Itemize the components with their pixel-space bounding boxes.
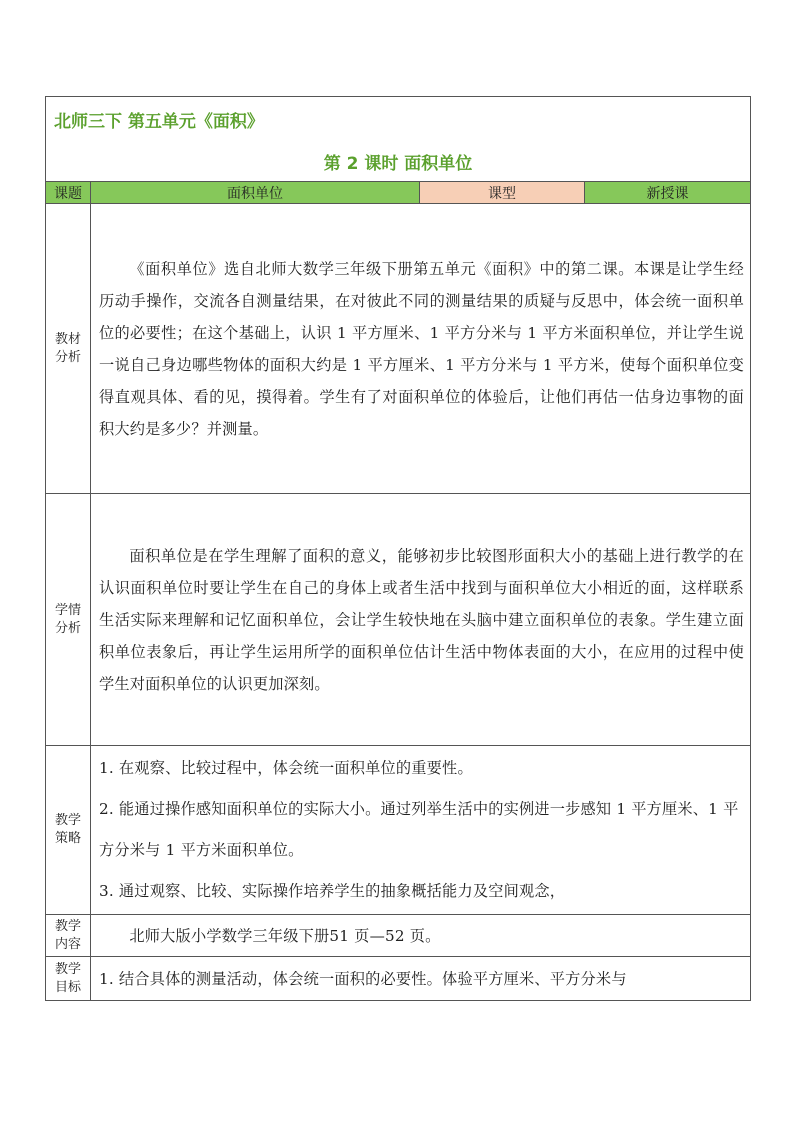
label-line: 教学 (54, 918, 81, 934)
student-analysis-content (91, 494, 751, 746)
teaching-content-text: 北师大版小学数学三年级下册51 页—52 页。 (129, 926, 441, 945)
teaching-content-row (46, 915, 751, 957)
topic-label: 课题 (46, 182, 91, 204)
lesson-title: 第 2 课时 面积单位 (46, 142, 751, 182)
teaching-goals-label (46, 957, 91, 1001)
label-line: 教学 (54, 961, 81, 977)
teaching-content-content (91, 915, 751, 957)
textbook-analysis-label (46, 204, 91, 494)
strategy-item-2: 2. 能通过操作感知面积单位的实际大小。通过列举生活中的实例进一步感知 1 平方厘米、1 平方分米与 1 平方米面积单位。 (99, 800, 739, 859)
textbook-analysis-content (91, 204, 751, 494)
student-analysis-label (46, 494, 91, 746)
teaching-content-label (46, 915, 91, 957)
label-line: 教材 (54, 331, 81, 347)
document-title: 北师三下 第五单元《面积》 (46, 97, 751, 142)
topic-value: 面积单位 (91, 182, 420, 204)
label-line: 内容 (54, 936, 81, 952)
teaching-goals-content (91, 957, 751, 1001)
label-line: 分析 (54, 620, 81, 636)
teaching-goals-text: 1. 结合具体的测量活动，体会统一面积的必要性。体验平方厘米、平方分米与 (99, 969, 627, 988)
type-value: 新授课 (585, 182, 751, 204)
teaching-strategy-label (46, 746, 91, 915)
strategy-item-1: 1. 在观察、比较过程中，体会统一面积单位的重要性。 (99, 759, 473, 777)
textbook-analysis-text: 《面积单位》选自北师大数学三年级下册第五单元《面积》中的第二课。本课是让学生经历动手操作，交流各自测量结果，在对彼此不同的测量结果的质疑与反思中，体会统一面积单位的必要性；在这个基础上，认识 1 平方厘米、1 平方分米与 1 平方米面积单位，并让学生说一说自己身边哪些物体的面积大约是 1 平方厘米、1 平方分米与 1 平方米，使每个面积单位变得直观具体、看的见，摸得着。学生有了对面积单位的体验后，让他们再估一估身边事物的面积大约是多少？并测量。 (99, 259, 745, 438)
type-label: 课型 (420, 182, 585, 204)
teaching-goals-row (46, 957, 751, 1001)
topic-row (46, 182, 751, 204)
student-analysis-text: 面积单位是在学生理解了面积的意义，能够初步比较图形面积大小的基础上进行教学的在认识面积单位时要让学生在自己的身体上或者生活中找到与面积单位大小相近的面，这样联系生活实际来理解和记忆面积单位，会让学生较快地在头脑中建立面积单位的表象。学生建立面积单位表象后，再让学生运用所学的面积单位估计生活中物体表面的大小，在应用的过程中使学生对面积单位的认识更加深刻。 (99, 546, 745, 693)
strategy-item-3: 3. 通过观察、比较、实际操作培养学生的抽象概括能力及空间观念， (99, 882, 566, 900)
student-analysis-row (46, 494, 751, 746)
teaching-strategy-row (46, 746, 751, 915)
label-line: 学情 (54, 602, 81, 618)
teaching-strategy-content (91, 746, 751, 915)
lesson-plan-table (45, 96, 751, 1001)
label-line: 教学 (54, 813, 81, 828)
label-line: 分析 (54, 349, 81, 365)
label-line: 目标 (54, 979, 81, 995)
textbook-analysis-row (46, 204, 751, 494)
label-line: 策略 (54, 831, 81, 846)
